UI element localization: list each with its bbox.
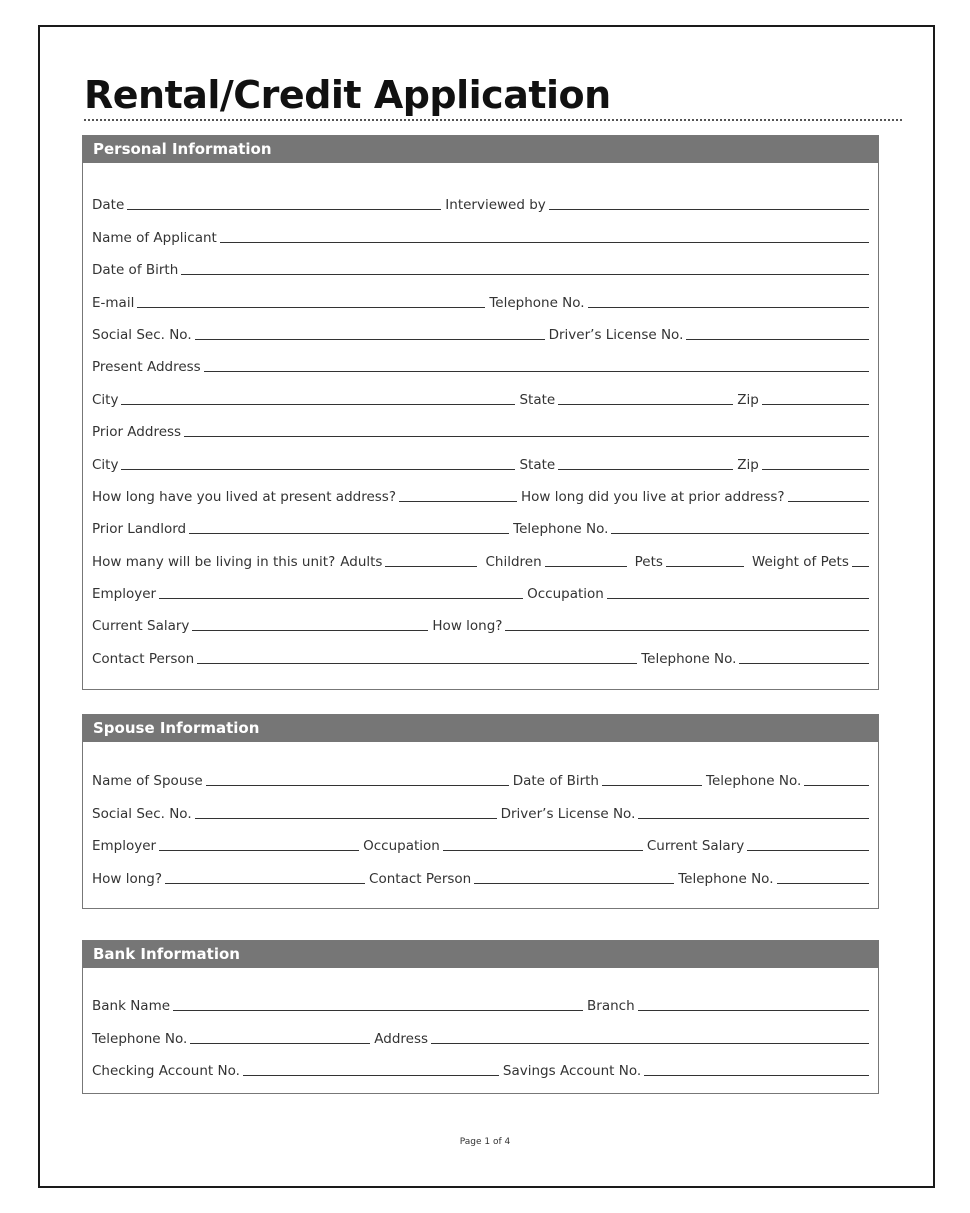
spouse-telephone-field[interactable] xyxy=(804,785,869,786)
how-long-field[interactable] xyxy=(505,630,869,631)
bank-name-field[interactable] xyxy=(173,1010,583,1011)
present-address-label: Present Address xyxy=(92,359,201,376)
spouse-drivers-license-field[interactable] xyxy=(638,818,869,819)
prior-city-field[interactable] xyxy=(121,469,515,470)
children-field[interactable] xyxy=(545,566,627,567)
current-salary-field[interactable] xyxy=(192,630,428,631)
form-row xyxy=(92,1014,869,1046)
date-of-birth-label: Date of Birth xyxy=(92,262,179,279)
email-field[interactable] xyxy=(137,307,485,308)
occupation-label: Occupation xyxy=(527,586,604,603)
form-row xyxy=(92,757,869,789)
how-long-prior-field[interactable] xyxy=(788,501,869,502)
page-number: Page 1 of 4 xyxy=(459,1137,511,1147)
telephone-label: Telephone No. xyxy=(706,773,802,790)
date-of-birth-field[interactable] xyxy=(181,274,869,275)
city-label: City xyxy=(92,391,119,408)
section-header-bank: Bank Information xyxy=(83,941,878,968)
prior-landlord-label: Prior Landlord xyxy=(92,521,187,538)
form-row xyxy=(92,537,869,569)
form-row xyxy=(92,822,869,854)
spouse-contact-person-field[interactable] xyxy=(474,883,674,884)
current-salary-label: Current Salary xyxy=(92,618,190,635)
personal-information-section xyxy=(82,135,879,690)
form-row xyxy=(92,505,869,537)
spouse-contact-person-label: Contact Person xyxy=(369,870,472,887)
spouse-employer-label: Employer xyxy=(92,838,157,855)
bank-information-section xyxy=(82,940,879,1094)
section-header-personal: Personal Information xyxy=(83,136,878,163)
savings-account-field[interactable] xyxy=(644,1075,869,1076)
employer-label: Employer xyxy=(92,586,157,603)
pets-label: Pets xyxy=(634,553,663,570)
form-row xyxy=(92,343,869,375)
occupation-field[interactable] xyxy=(607,598,869,599)
pets-field[interactable] xyxy=(666,566,744,567)
checking-account-field[interactable] xyxy=(243,1075,499,1076)
city-label: City xyxy=(92,456,119,473)
form-row xyxy=(92,473,869,505)
spouse-how-long-field[interactable] xyxy=(165,883,365,884)
form-row xyxy=(92,375,869,407)
form-row xyxy=(92,213,869,245)
title-divider xyxy=(84,119,902,121)
date-field[interactable] xyxy=(127,209,441,210)
bank-address-label: Address xyxy=(374,1030,429,1047)
interviewed-by-label: Interviewed by xyxy=(445,197,546,214)
weight-of-pets-label: Weight of Pets xyxy=(751,553,849,570)
contact-person-field[interactable] xyxy=(197,663,637,664)
branch-label: Branch xyxy=(587,998,635,1015)
section-header-spouse: Spouse Information xyxy=(83,715,878,742)
prior-zip-field[interactable] xyxy=(762,469,869,470)
telephone-field[interactable] xyxy=(588,307,869,308)
children-label: Children xyxy=(485,553,542,570)
zip-field[interactable] xyxy=(762,404,869,405)
city-field[interactable] xyxy=(121,404,515,405)
prior-address-label: Prior Address xyxy=(92,424,182,441)
spouse-occupation-field[interactable] xyxy=(443,850,643,851)
form-row xyxy=(92,634,869,666)
spouse-employer-field[interactable] xyxy=(159,850,359,851)
form-row xyxy=(92,408,869,440)
telephone-label: Telephone No. xyxy=(513,521,609,538)
form-row xyxy=(92,181,869,213)
form-row xyxy=(92,982,869,1014)
prior-landlord-field[interactable] xyxy=(189,533,509,534)
present-address-field[interactable] xyxy=(204,371,869,372)
form-row xyxy=(92,278,869,310)
form-row xyxy=(92,602,869,634)
contact-person-label: Contact Person xyxy=(92,650,195,667)
landlord-telephone-field[interactable] xyxy=(611,533,869,534)
adults-field[interactable] xyxy=(385,566,477,567)
spouse-drivers-license-label: Driver’s License No. xyxy=(500,805,636,822)
form-row xyxy=(92,246,869,278)
telephone-label: Telephone No. xyxy=(489,294,585,311)
employer-field[interactable] xyxy=(159,598,523,599)
zip-label: Zip xyxy=(737,391,759,408)
how-long-present-label: How long have you lived at present address? xyxy=(92,488,397,505)
spouse-occupation-label: Occupation xyxy=(363,838,440,855)
form-row xyxy=(92,854,869,886)
spouse-information-section xyxy=(82,714,879,909)
branch-field[interactable] xyxy=(638,1010,869,1011)
spouse-ssn-label: Social Sec. No. xyxy=(92,805,192,822)
email-label: E-mail xyxy=(92,294,135,311)
zip-label: Zip xyxy=(737,456,759,473)
spouse-current-salary-field[interactable] xyxy=(747,850,869,851)
spouse-ssn-field[interactable] xyxy=(195,818,497,819)
drivers-license-label: Driver’s License No. xyxy=(548,326,684,343)
weight-of-pets-field[interactable] xyxy=(852,566,869,567)
form-row xyxy=(92,311,869,343)
spouse-current-salary-label: Current Salary xyxy=(646,838,745,855)
bank-telephone-label: Telephone No. xyxy=(92,1030,188,1047)
spouse-how-long-label: How long? xyxy=(92,870,163,887)
bank-name-label: Bank Name xyxy=(92,998,171,1015)
form-row xyxy=(92,1047,869,1079)
checking-account-label: Checking Account No. xyxy=(92,1063,240,1080)
prior-state-field[interactable] xyxy=(558,469,733,470)
date-label: Date xyxy=(92,197,125,214)
interviewed-by-field[interactable] xyxy=(549,209,869,210)
state-label: State xyxy=(519,456,556,473)
telephone-label: Telephone No. xyxy=(678,870,774,887)
state-field[interactable] xyxy=(558,404,733,405)
form-row xyxy=(92,789,869,821)
spouse-dob-label: Date of Birth xyxy=(512,773,599,790)
adults-label: Adults xyxy=(340,553,383,570)
contact-telephone-field[interactable] xyxy=(739,663,869,664)
how-long-label: How long? xyxy=(432,618,503,635)
savings-account-label: Savings Account No. xyxy=(502,1063,642,1080)
name-of-spouse-label: Name of Spouse xyxy=(92,773,203,790)
telephone-label: Telephone No. xyxy=(641,650,737,667)
bank-address-field[interactable] xyxy=(431,1043,869,1044)
name-of-spouse-field[interactable] xyxy=(206,785,509,786)
name-of-applicant-label: Name of Applicant xyxy=(92,229,217,246)
how-long-prior-label: How long did you live at prior address? xyxy=(521,488,785,505)
ssn-field[interactable] xyxy=(195,339,545,340)
state-label: State xyxy=(519,391,556,408)
spouse-dob-field[interactable] xyxy=(602,785,702,786)
bank-telephone-field[interactable] xyxy=(190,1043,370,1044)
spouse-contact-telephone-field[interactable] xyxy=(777,883,870,884)
ssn-label: Social Sec. No. xyxy=(92,326,192,343)
how-long-present-field[interactable] xyxy=(399,501,517,502)
form-row xyxy=(92,440,869,472)
how-many-label: How many will be living in this unit? xyxy=(92,553,336,570)
form-row xyxy=(92,570,869,602)
drivers-license-field[interactable] xyxy=(686,339,869,340)
page-title: Rental/Credit Application xyxy=(84,73,611,117)
name-of-applicant-field[interactable] xyxy=(220,242,869,243)
prior-address-field[interactable] xyxy=(184,436,869,437)
